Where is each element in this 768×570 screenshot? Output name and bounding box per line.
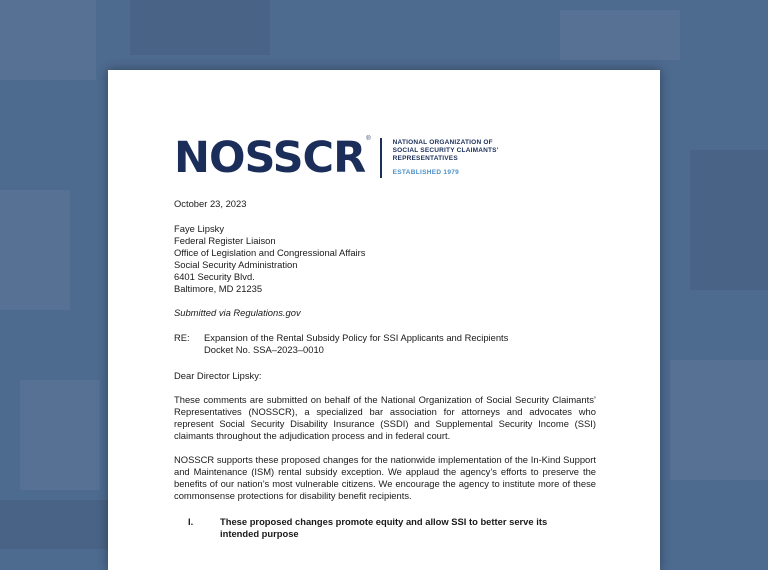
logo-trademark: ® (366, 136, 371, 142)
recipient-block (174, 223, 596, 295)
paragraph-intro: These comments are submitted on behalf of the National Organization of Social Security Claimants’ Representatives (NOSSCR), a specialized bar association for attorneys and advocates who represent Social Security Disability Insurance (SSDI) and Supplemental Security Income (SSI) claimants throughout the adjudication process and in federal court. (174, 394, 596, 441)
bg-tile (0, 0, 96, 80)
section-number: I. (188, 516, 194, 527)
letter-date: October 23, 2023 (174, 198, 247, 209)
paragraph-support: NOSSCR supports these proposed changes for the nationwide implementation of the In-Kind Support and Maintenance (ISM) rental subsidy exception. We applaud the agency’s efforts to preserve the benefits of our nation’s most vulnerable citizens. We encourage the agency to institute more of these commonsense protections for disability benefit recipients. (174, 454, 596, 501)
logo-org-line: NATIONAL ORGANIZATION OF (392, 139, 493, 146)
bg-tile (560, 10, 680, 60)
letter-page (108, 70, 660, 570)
re-subject (204, 332, 596, 356)
section-heading: These proposed changes promote equity and allow SSI to better serve its intended purpose (220, 516, 548, 539)
recipient-line: Faye Lipsky (174, 223, 225, 234)
bg-tile (130, 0, 270, 55)
logo-org-line: SOCIAL SECURITY CLAIMANTS' (392, 147, 499, 154)
nosscr-logo (174, 134, 498, 182)
submitted-via: Submitted via Regulations.gov (174, 307, 301, 318)
re-line: Expansion of the Rental Subsidy Policy for SSI Applicants and Recipients (204, 332, 509, 343)
logo-org-line: REPRESENTATIVES (392, 155, 458, 162)
bg-tile (0, 190, 70, 310)
bg-tile (20, 380, 100, 490)
logo-wordmark: NOSSCR (174, 132, 366, 183)
bg-tile (0, 500, 110, 549)
recipient-line: Baltimore, MD 21235 (174, 283, 263, 294)
bg-tile (690, 150, 768, 290)
recipient-line: Office of Legislation and Congressional Affairs (174, 247, 366, 258)
logo-divider (380, 138, 382, 178)
salutation: Dear Director Lipsky: (174, 370, 262, 381)
recipient-line: Federal Register Liaison (174, 235, 276, 246)
recipient-line: 6401 Security Blvd. (174, 271, 255, 282)
logo-established: ESTABLISHED 1979 (392, 169, 460, 176)
bg-tile (670, 360, 768, 480)
logo-org-name (393, 139, 499, 177)
recipient-line: Social Security Administration (174, 259, 298, 270)
re-line: Docket No. SSA–2023–0010 (204, 344, 324, 355)
re-label: RE: (174, 332, 190, 343)
